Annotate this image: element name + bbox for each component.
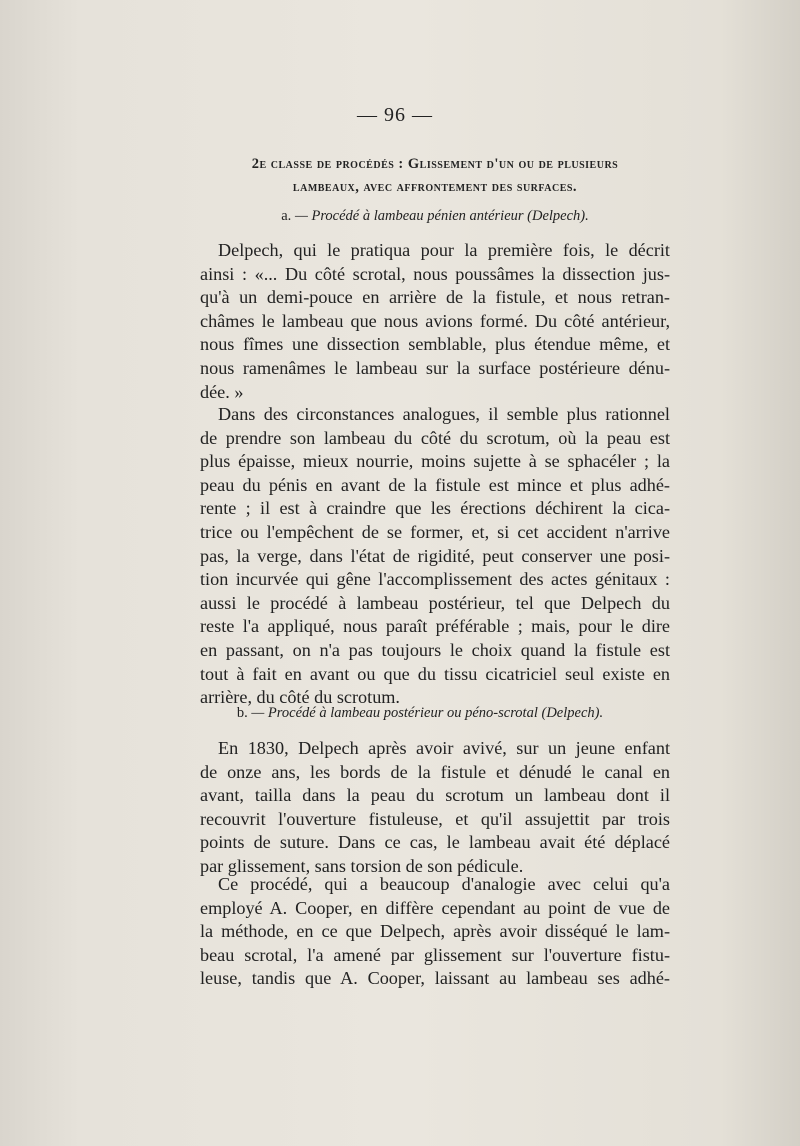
text-line: Ce procédé, qui a beaucoup d'analogie avec celui qu'a xyxy=(218,874,670,894)
text-line: par glissement, sans torsion de son pédicule. xyxy=(200,855,524,876)
subsection-a-heading xyxy=(200,208,670,225)
page-number: — 96 — xyxy=(357,104,433,126)
section-heading xyxy=(200,153,670,199)
text-line: En 1830, Delpech après avoir avivé, sur un jeune enfant xyxy=(218,738,670,758)
subsection-a-letter: a. xyxy=(281,208,292,224)
text-line: en passant, on n'a pas toujours le choix quand la fistule est xyxy=(200,639,670,660)
text-line: la méthode, en ce que Delpech, après avoir disséqué le lam- xyxy=(200,921,670,942)
text-line: pas, la verge, dans l'état de rigidité, peut conserver une posi- xyxy=(200,545,670,566)
subsection-b-heading xyxy=(200,705,640,722)
paragraph-4 xyxy=(200,873,670,991)
paragraph-3 xyxy=(200,737,670,879)
paragraph-2 xyxy=(200,403,670,710)
text-line: châmes le lambeau que nous avions formé. Du côté antérieur, xyxy=(200,310,670,331)
section-heading-line-1: 2e classe de procédés : Glissement d'un ou de plusieurs xyxy=(251,156,619,172)
text-line: recouvrit l'ouverture fistuleuse, et qu'il assujettit par trois xyxy=(200,808,670,829)
text-line: reste l'a appliqué, nous paraît préférable ; mais, pour le dire xyxy=(200,616,670,637)
subsection-a-title: — Procédé à lambeau pénien antérieur (Delpech). xyxy=(294,208,589,224)
text-line: ainsi : «... Du côté scrotal, nous poussâmes la dissection jus- xyxy=(200,263,670,284)
text-line: arrière, du côté du scrotum. xyxy=(200,687,400,708)
text-line: nous fîmes une dissection semblable, plus étendue même, et xyxy=(200,334,670,355)
paragraph-1 xyxy=(200,239,670,404)
section-heading-line-2: lambeaux, avec affrontement des surfaces. xyxy=(292,179,578,195)
subsection-b-title: — Procédé à lambeau postérieur ou péno-scrotal (Delpech). xyxy=(251,705,604,721)
text-line: tion incurvée qui gêne l'accomplissement des actes génitaux : xyxy=(200,569,670,590)
text-line: employé A. Cooper, en diffère cependant au point de vue de xyxy=(200,897,670,918)
text-line: rente ; il est à craindre que les érections déchirent la cica- xyxy=(200,498,670,519)
text-line: points de suture. Dans ce cas, le lambeau avait été déplacé xyxy=(200,832,670,853)
text-line: qu'à un demi-pouce en arrière de la fistule, et nous retran- xyxy=(200,287,670,308)
text-line: Delpech, qui le pratiqua pour la première fois, le décrit xyxy=(218,240,670,260)
subsection-b-letter: b. xyxy=(236,705,248,721)
text-line: aussi le procédé à lambeau postérieur, tel que Delpech du xyxy=(200,592,670,613)
text-line: trice ou l'empêchent de se former, et, si cet accident n'arrive xyxy=(200,521,670,542)
text-line: tout à fait en avant ou que du tissu cicatriciel seul existe en xyxy=(200,663,670,684)
text-line: de prendre son lambeau du côté du scrotum, où la peau est xyxy=(200,427,670,448)
text-line: beau scrotal, l'a amené par glissement sur l'ouverture fistu- xyxy=(200,944,670,965)
text-line: dée. » xyxy=(200,381,244,402)
text-line: de onze ans, les bords de la fistule et dénudé le canal en xyxy=(200,761,670,782)
text-line: leuse, tandis que A. Cooper, laissant au lambeau ses adhé- xyxy=(200,968,670,989)
text-line: plus épaisse, mieux nourrie, moins sujette à se sphacéler ; la xyxy=(200,451,670,472)
text-line: avant, tailla dans la peau du scrotum un lambeau dont il xyxy=(200,785,670,806)
text-line: peau du pénis en avant de la fistule est mince et plus adhé- xyxy=(200,474,670,495)
text-line: nous ramenâmes le lambeau sur la surface postérieure dénu- xyxy=(200,357,670,378)
text-line: Dans des circonstances analogues, il semble plus rationnel xyxy=(218,404,670,424)
